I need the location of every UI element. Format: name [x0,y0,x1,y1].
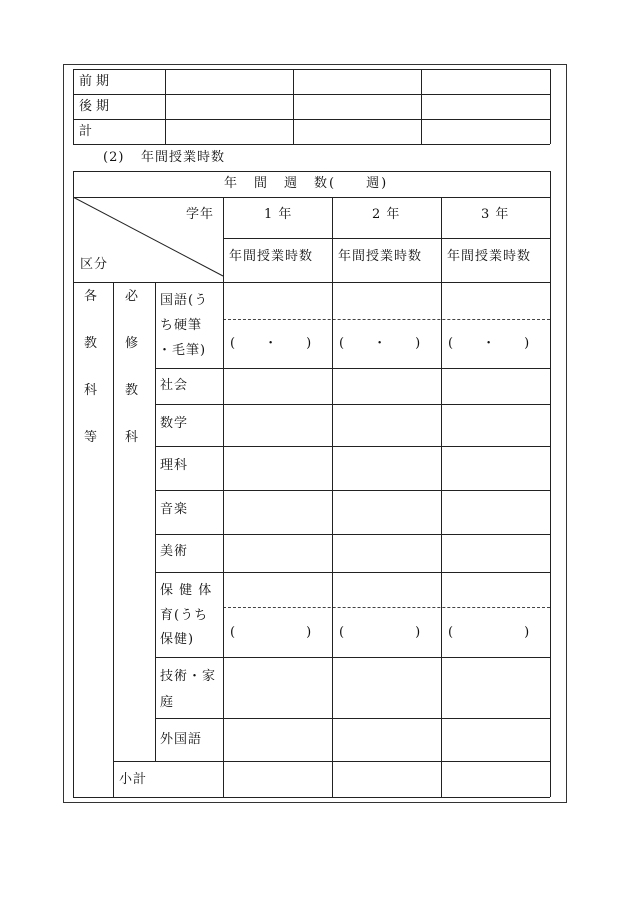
side-label-group1-char4: 等 [84,430,99,445]
category-label: 区分 [80,257,109,272]
subject-hoken-line1: 保 健 体 [160,583,213,598]
side-label-group1-char1: 各 [84,289,99,304]
subject-gijutsu-line1: 技術・家 [160,669,217,684]
term-label-first: 前期 [79,74,114,89]
term-label-total: 計 [79,124,94,139]
side-label-group2-char2: 修 [125,336,140,351]
subject-rika: 理科 [160,458,189,473]
grade-2-header: 2 年 [372,207,401,222]
subject-kokugo-line2: ち硬筆 [160,318,203,333]
subject-sugaku: 数学 [160,416,189,431]
annual-hours-header-3: 年間授業時数 [447,249,532,264]
subtotal-label: 小計 [119,772,148,787]
side-label-group2-char4: 科 [125,430,140,445]
subject-kokugo-line1: 国語(う [160,293,209,308]
kokugo-detail-grade3: ( ・ ) [448,336,531,351]
subject-gijutsu-line2: 庭 [160,695,175,710]
term-label-second: 後期 [79,99,114,114]
hoken-detail-grade1: ( ) [230,625,313,640]
grade-label: 学年 [186,207,215,222]
side-label-group1-char2: 教 [84,336,99,351]
section-title: 年間授業時数 [141,150,226,165]
hoken-detail-grade3: ( ) [448,625,531,640]
subject-gaikokugo: 外国語 [160,732,203,747]
side-label-group1-char3: 科 [84,383,99,398]
annual-hours-header-2: 年間授業時数 [338,249,423,264]
subject-hoken-line3: 保健) [160,632,195,647]
subject-kokugo-line3: ・毛筆) [158,343,207,358]
side-label-group2-char3: 教 [125,383,140,398]
section-number: (2) [103,150,125,165]
subject-hoken-line2: 育(うち [160,608,209,623]
subject-ongaku: 音楽 [160,502,189,517]
subject-bijutsu: 美術 [160,544,189,559]
grade-1-header: 1 年 [264,207,293,222]
side-label-group2-char1: 必 [125,289,140,304]
grade-3-header: 3 年 [481,207,510,222]
annual-hours-header-1: 年間授業時数 [229,249,314,264]
weeks-title: 年 間 週 数( 週) [224,176,389,191]
subject-shakai: 社会 [160,378,189,393]
hoken-detail-grade2: ( ) [339,625,422,640]
kokugo-detail-grade2: ( ・ ) [339,336,422,351]
kokugo-detail-grade1: ( ・ ) [230,336,313,351]
